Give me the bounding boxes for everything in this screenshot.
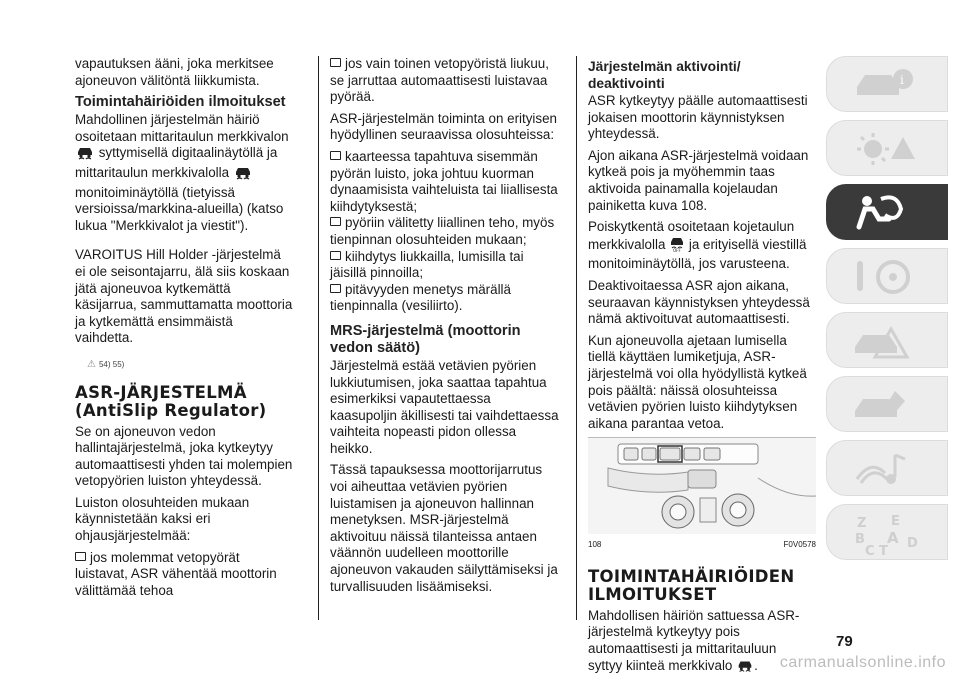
activation-paragraph-4: Deaktivoitaessa ASR ajon aikana, seuraavan käynnistyksen yhteydessä nämä aktivoituvat automaattisesti. <box>588 277 810 327</box>
svg-text:OFF: OFF <box>673 247 681 252</box>
page-number: 79 <box>836 633 853 650</box>
column-left <box>75 56 293 604</box>
bullet-icon <box>75 552 86 561</box>
index-letter: T <box>879 544 888 557</box>
tab-warning-lights[interactable] <box>826 120 948 176</box>
intro-text: vapautuksen ääni, joka merkitsee ajoneuvon välitöntä liikkumista. <box>75 56 274 88</box>
esc-off-icon <box>669 236 685 257</box>
safety-airbag-icon <box>851 193 915 233</box>
esc-skid-warning-icon <box>75 146 95 165</box>
figure-number: 108 <box>588 540 602 550</box>
tab-starting-driving[interactable] <box>826 248 948 304</box>
maintenance-icon <box>851 385 915 425</box>
faults-section-title: TOIMINTAHÄIRIÖIDEN ILMOITUKSET <box>588 566 795 604</box>
svg-text:i: i <box>900 73 904 87</box>
list-item: jos vain toinen vetopyöristä liukuu, se jarruttaa automaattisesti luistavaa pyörää. <box>330 56 549 105</box>
tab-index[interactable] <box>826 504 948 560</box>
tab-multimedia[interactable] <box>826 440 948 496</box>
index-letter: C <box>865 544 875 557</box>
activation-paragraph-3: Poiskytkentä osoitetaan kojetaulun merkkivalolla OFF ja erityisellä viestillä monitoiminäytöllä, jos varusteena. <box>588 219 807 272</box>
asr-description: Se on ajoneuvon vedon hallintajärjestelmä, joka kytkeytyy automaattisesti yhden tai molempien vetopyörien luiston yhteydessä. <box>75 423 293 489</box>
activation-heading: Järjestelmän aktivointi/ deaktivointi <box>588 59 741 91</box>
index-icon <box>851 513 923 557</box>
faults-heading: Toimintahäiriöiden ilmoitukset <box>75 94 286 111</box>
watermark: carmanualsonline.info <box>779 654 946 671</box>
esc-skid-warning-icon <box>736 659 754 678</box>
list-item: pyöriin välitetty liiallinen teho, myös tienpinnan olosuhteiden mukaan; <box>330 215 555 247</box>
figure-dashboard-buttons <box>588 437 816 534</box>
list-item: pitävyyden menetys märällä tienpinnalla (vesiliirto). <box>330 281 511 314</box>
asr-conditions-intro: ASR-järjestelmän toiminta on erityisen hyödyllinen seuraavissa olosuhteissa: <box>330 110 557 143</box>
bullet-icon <box>330 217 341 226</box>
bullet-icon <box>330 58 341 67</box>
list-item: jos molemmat vetopyörät luistavat, ASR vähentää moottorin välittämää tehoa <box>75 549 277 598</box>
activation-paragraph-5: Kun ajoneuvolla ajetaan lumisella tiellä käyttäen lumiketjuja, ASR-järjestelmä voi olla hyödyllistä kytkeä pois päältä: näissä olosuhteissa vetävien pyörien luisto kiihdytyksen aikana parantaa vetoa. <box>588 332 807 431</box>
index-letter: A <box>887 529 899 547</box>
asr-modes-intro: Luiston olosuhteiden mukaan käynnistetään kaksi eri ohjausjärjestelmää: <box>75 494 250 544</box>
mrs-paragraph-1: Järjestelmä estää vetävien pyörien lukkiutumisen, joka saattaa tapahtua esimerkiksi vapautettaessa kaasupoljin äkillisesti tai vaihdettaessa vaihteita nopeasti pidon ollessa heikko. <box>330 357 559 456</box>
column-middle <box>330 56 560 600</box>
index-letter: Z <box>857 516 867 531</box>
mrs-heading: MRS-järjestelmä (moottorin vedon säätö) <box>330 322 521 356</box>
index-letter: D <box>907 536 918 551</box>
faults-paragraph: Mahdollinen järjestelmän häiriö osoitetaan mittaritaulun merkkivalon syttymisellä digitaalinäytöllä ja mittaritaulun merkkivalolla monitoiminäytöllä (tietyissä versioissa/markkina-alueilla) (katso lukua "Merkkivalot ja viestit"). <box>75 112 289 233</box>
column-divider <box>576 56 577 620</box>
figure-code: F0V0578 <box>783 540 816 550</box>
tab-car-info[interactable] <box>826 56 948 112</box>
steering-wheel-icon <box>851 257 915 297</box>
mrs-paragraph-2: Tässä tapauksessa moottorijarrutus voi aiheuttaa vetävien pyörien luistamisen ja ajoneuvon hallinnan menetyksen. MSR-järjestelmä aktivoituu näissä tilanteissa antaen väännön uudelleen moottorille ajoneuvon vakauden säilyttämiseksi ja turvallisuuden lisäämiseksi. <box>330 462 558 594</box>
bullet-icon <box>330 284 341 293</box>
bullet-icon <box>330 151 341 160</box>
warning-paragraph: VAROITUS Hill Holder -järjestelmä ei ole seisontajarru, älä siis koskaan jätä ajoneuvoa kytkemättä käsijarrua, sammuttamatta moottoria ja kytkemättä ensimmäistä vaihdetta. <box>75 247 293 346</box>
tab-safety[interactable] <box>826 184 948 240</box>
column-right <box>588 56 816 682</box>
faults-description: Mahdollisen häiriön sattuessa ASR-järjestelmä kytkeytyy pois automaattisesti ja mittaritauluun syttyy kiinteä merkkivalo . <box>588 608 816 677</box>
column-divider <box>318 56 319 620</box>
figure-caption <box>588 537 816 554</box>
index-letter: E <box>891 514 900 529</box>
warning-lights-icon <box>851 129 915 169</box>
multimedia-icon <box>851 449 915 489</box>
activation-paragraph-1: ASR kytkeytyy päälle automaattisesti jokaisen moottorin käynnistyksen yhteydessä. <box>588 93 808 142</box>
dashboard-illustration <box>588 438 816 534</box>
index-letter: B <box>855 532 865 547</box>
esc-skid-warning-icon <box>233 166 253 185</box>
warning-triangle-icon: ⚠ <box>87 358 96 370</box>
emergency-icon <box>851 321 915 361</box>
tab-maintenance[interactable] <box>826 376 948 432</box>
warning-references: ⚠ 54) 55) <box>87 358 125 370</box>
car-info-icon <box>851 65 915 105</box>
activation-paragraph-2: Ajon aikana ASR-järjestelmä voidaan kytkeä pois ja myöhemmin taas aktivoida painamalla kojelaudan painiketta kuva 108. <box>588 147 809 213</box>
tab-emergency[interactable] <box>826 312 948 368</box>
list-item: kiihdytys liukkailla, lumisilla tai jäisillä pinnoilla; <box>330 248 524 281</box>
asr-section-title: ASR-JÄRJESTELMÄ (AntiSlip Regulator) <box>75 382 267 420</box>
bullet-icon <box>330 251 341 260</box>
list-item: kaarteessa tapahtuva sisemmän pyörän luisto, joka johtuu kuorman dynaamisista vaihteluista tai liiallisesta kiihdytyksestä; <box>330 148 558 214</box>
